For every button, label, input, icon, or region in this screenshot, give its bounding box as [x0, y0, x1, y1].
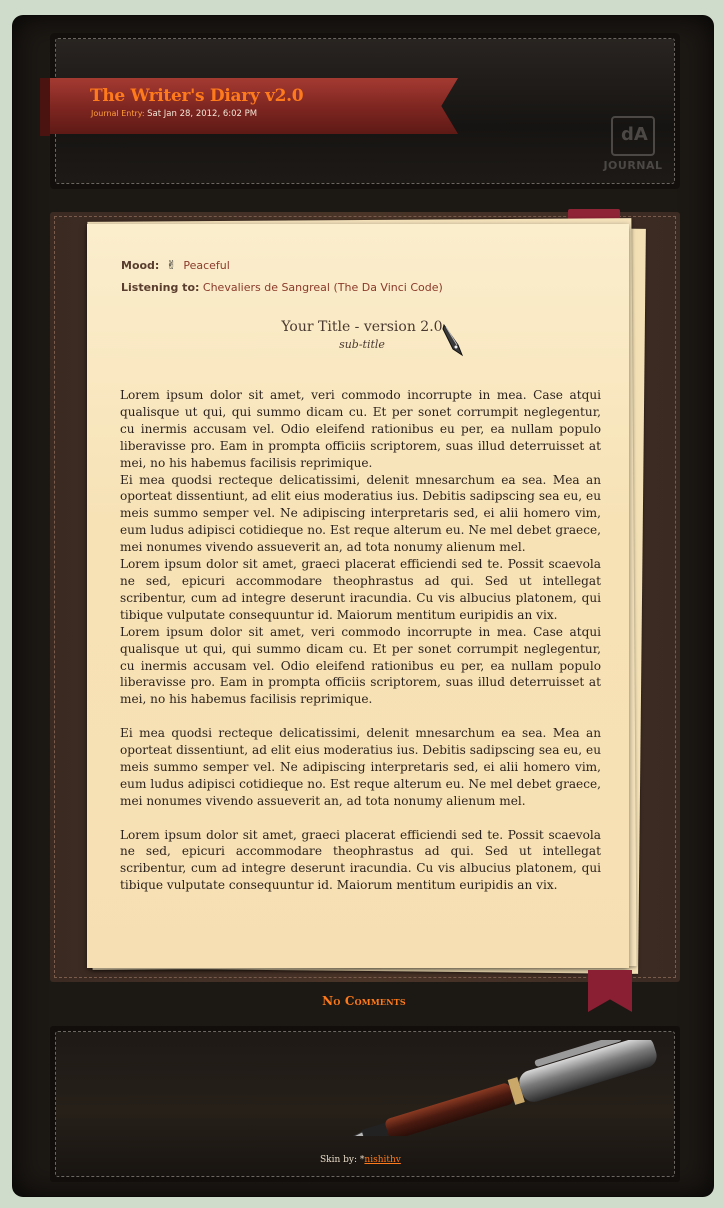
- listening-row: [121, 281, 443, 294]
- mood-value: Peaceful: [183, 259, 230, 272]
- entry-label: Journal Entry:: [91, 109, 145, 118]
- deviantart-logo-icon: [611, 116, 655, 156]
- logo-glyph: dA: [621, 124, 648, 145]
- listening-label: Listening to:: [121, 281, 200, 294]
- post-paragraph: Lorem ipsum dolor sit amet, veri commodo incorrupte in mea. Case atqui qualisque ut qui, qui summo dicam cu. Et per sonet corrumpit neglegentur, cu inermis accusam vel. Odio eleifend rationibus eu per, ea nullam populo liberavisse pro. Eam in prompta officiis scriptorem, suas illud deterruisset at mei, no his habemus facilisis reprimique.: [120, 388, 601, 470]
- post-title: Your Title - version 2.0: [281, 319, 443, 335]
- post-paragraph: Lorem ipsum dolor sit amet, graeci placerat efficiendi sed te. Possit scaevola ne sed, epicuri accommodare theophrastus ad qui. Sed ut intellegat scribentur, cum ad integre deserunt iracundia. Cu vis albucius platonem, qui tibique vulputate consequuntur id. Maiorum mentitum euripidis an vix.: [120, 557, 601, 622]
- fountain-pen-icon: [300, 1040, 670, 1136]
- credit-symbol: *: [359, 1155, 365, 1165]
- skin-credit: [320, 1155, 401, 1165]
- blog-title[interactable]: The Writer's Diary v2.0: [90, 86, 304, 106]
- post-paragraph: Lorem ipsum dolor sit amet, graeci placerat efficiendi sed te. Possit scaevola ne sed, epicuri accommodare theophrastus ad qui. Sed ut intellegat scribentur, cum ad integre deserunt iracundia. Cu vis albucius platonem, qui tibique vulputate consequuntur id. Maiorum mentitum euripidis an vix.: [120, 827, 601, 893]
- peace-hand-icon: ✌: [166, 258, 177, 272]
- entry-info: [91, 109, 257, 119]
- post-paragraph: Ei mea quodsi recteque delicatissimi, delenit mnesarchum ea sea. Mea an oporteat dissentiunt, ad elit eius moderatius ius. Debitis sadipscing sea eu, eu meis summo semper vel. Ne adipiscing interpretaris sed, ei alii homero vim, eum ludus adipisci cotidieque no. Est reque alterum eu. Ne mel debet graece, mei nonumes vivendo assueverit an, ad tota nonumy alienum mel.: [120, 726, 601, 808]
- credit-author-link[interactable]: nishithv: [364, 1155, 401, 1165]
- mood-label: Mood:: [121, 259, 160, 272]
- mood-row: [121, 258, 230, 272]
- ribbon-fold: [40, 78, 50, 136]
- post-subtitle: sub-title: [339, 338, 385, 351]
- deviantart-journal-logo: [601, 112, 665, 178]
- post-paragraph: Lorem ipsum dolor sit amet, veri commodo incorrupte in mea. Case atqui qualisque ut qui, qui summo dicam cu. Et per sonet corrumpit neglegentur, cu inermis accusam vel. Odio eleifend rationibus eu per, ea nullam populo liberavisse pro. Eam in prompta officiis scriptorem, suas illud deterruisset at mei, no his habemus facilisis reprimique.: [120, 624, 601, 707]
- entry-date: Sat Jan 28, 2012, 6:02 PM: [147, 109, 258, 119]
- credit-prefix: Skin by:: [320, 1155, 358, 1165]
- post-paragraph: Ei mea quodsi recteque delicatissimi, delenit mnesarchum ea sea. Mea an oporteat dissentiunt, ad elit eius moderatius ius. Debitis sadipscing sea eu, eu meis summo semper vel. Ne adipiscing interpretaris sed, ei alii homero vim, eum ludus adipisci cotidieque no. Est reque alterum eu. Ne mel debet graece, mei nonumes vivendo assueverit an, ad tota nonumy alienum mel.: [120, 472, 601, 555]
- post-body: [120, 387, 601, 894]
- comments-link[interactable]: No Comments: [322, 994, 406, 1008]
- logo-word: JOURNAL: [603, 159, 663, 172]
- listening-value: Chevaliers de Sangreal (The Da Vinci Code): [202, 281, 443, 294]
